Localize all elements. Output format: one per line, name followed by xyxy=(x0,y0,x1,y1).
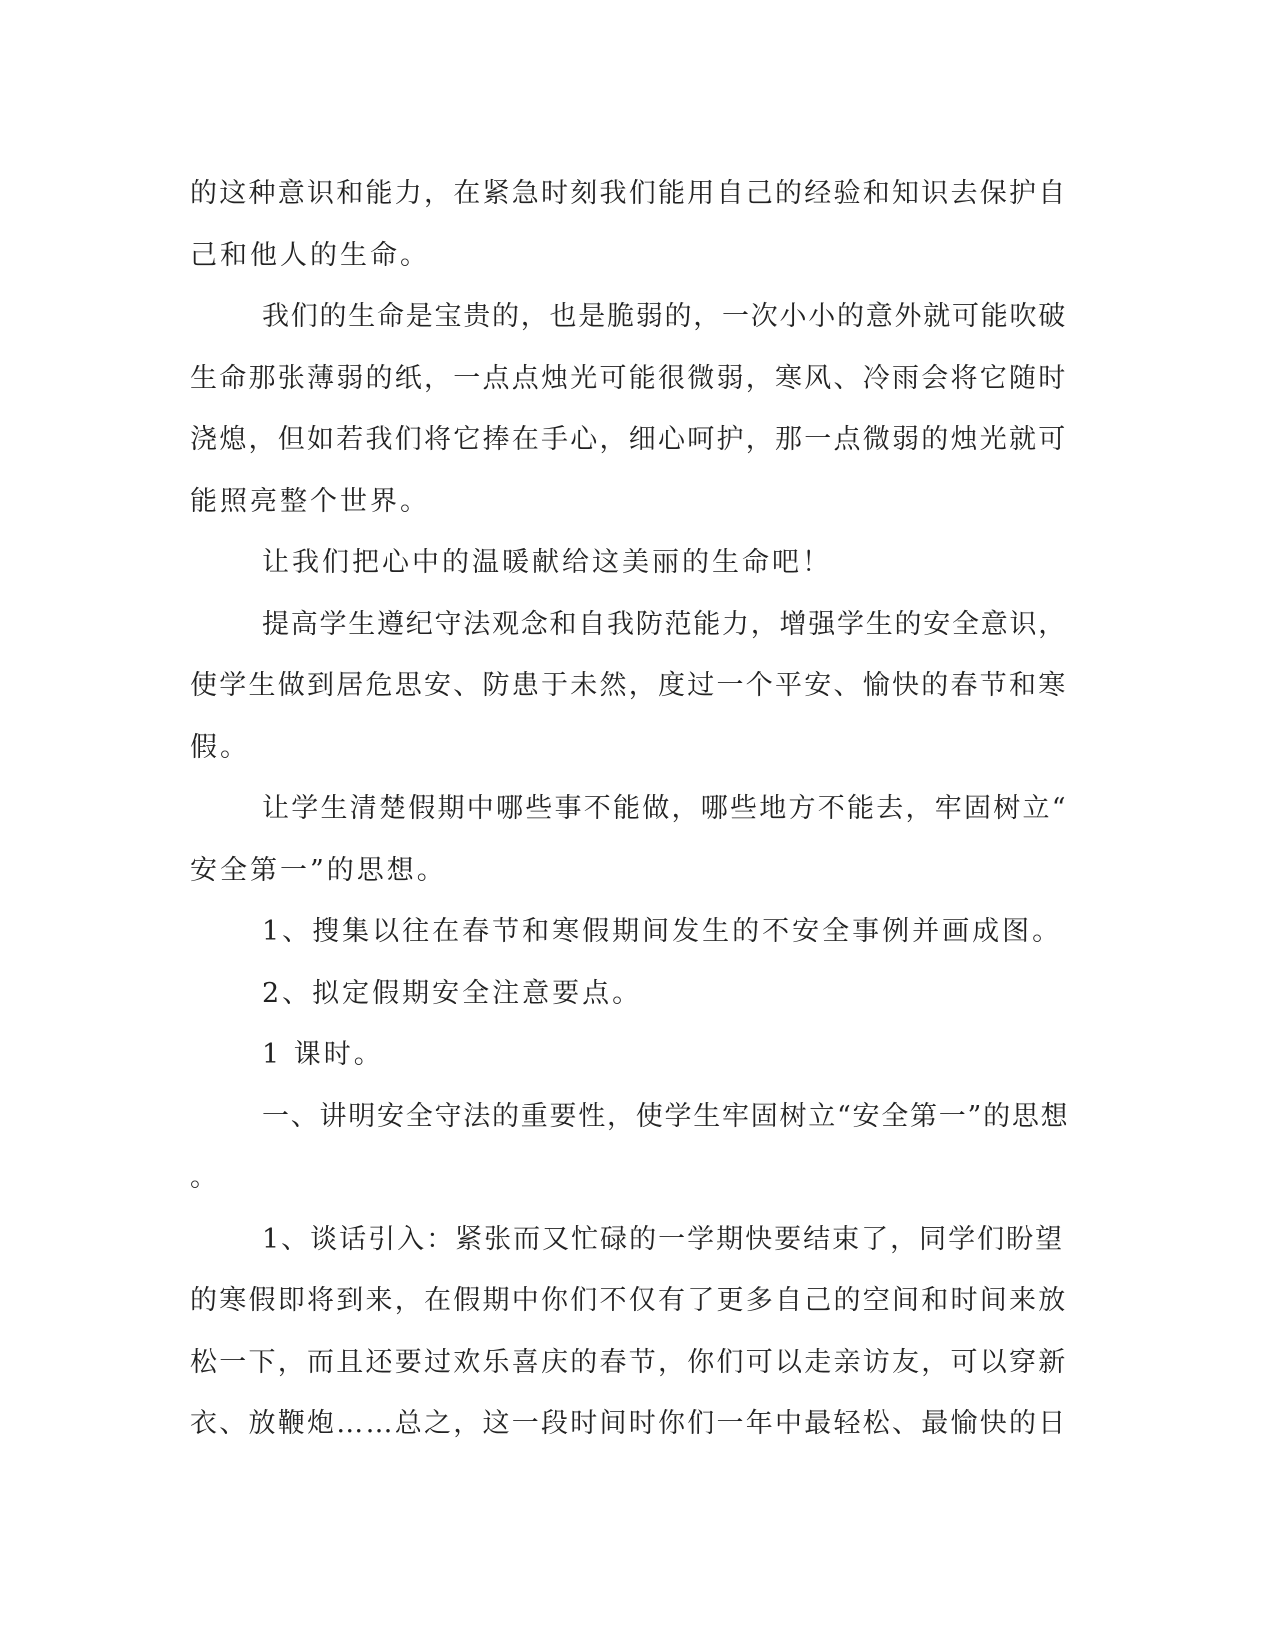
text-line: 使学生做到居危思安、防患于未然，度过一个平安、愉快的春节和寒 xyxy=(190,670,1068,701)
text-line: 2、拟定假期安全注意要点。 xyxy=(262,977,643,1009)
body-text xyxy=(190,163,1070,1455)
text-line: 衣、放鞭炮……总之，这一段时间时你们一年中最轻松、最愉快的日 xyxy=(190,1408,1068,1439)
text-line: 浇熄，但如若我们将它捧在手心，细心呵护，那一点微弱的烛光就可 xyxy=(190,424,1068,455)
text-line: 让我们把心中的温暖献给这美丽的生命吧！ xyxy=(262,547,832,578)
text-line: 安全第一”的思想。 xyxy=(190,854,447,886)
text-line: 1、搜集以往在春节和寒假期间发生的不安全事例并画成图。 xyxy=(262,916,1063,947)
text-line: 我们的生命是宝贵的，也是脆弱的，一次小小的意外就可能吹破 xyxy=(262,301,1067,332)
text-line: 让学生清楚假期中哪些事不能做，哪些地方不能去，牢固树立“ xyxy=(262,793,1068,824)
text-line: 1、谈话引入：紧张而又忙碌的一学期快要结束了，同学们盼望 xyxy=(262,1223,1065,1255)
text-line: 的这种意识和能力，在紧急时刻我们能用自己的经验和知识去保护自 xyxy=(190,178,1068,209)
text-line: 松一下，而且还要过欢乐喜庆的春节，你们可以走亲访友，可以穿新 xyxy=(190,1346,1068,1378)
text-line: 生命那张薄弱的纸，一点点烛光可能很微弱，寒风、冷雨会将它随时 xyxy=(190,362,1068,394)
text-line: 假。 xyxy=(190,731,250,763)
text-line: 能照亮整个世界。 xyxy=(190,485,430,517)
text-line: 的寒假即将到来，在假期中你们不仅有了更多自己的空间和时间来放 xyxy=(190,1285,1068,1316)
text-line: 1 课时。 xyxy=(262,1039,384,1070)
text-line: 己和他人的生命。 xyxy=(190,239,430,271)
text-line: 一、讲明安全守法的重要性，使学生牢固树立“安全第一”的思想 xyxy=(262,1100,1070,1132)
text-line: 提高学生遵纪守法观念和自我防范能力，增强学生的安全意识， xyxy=(262,608,1067,640)
text-line: 。 xyxy=(190,1162,220,1193)
